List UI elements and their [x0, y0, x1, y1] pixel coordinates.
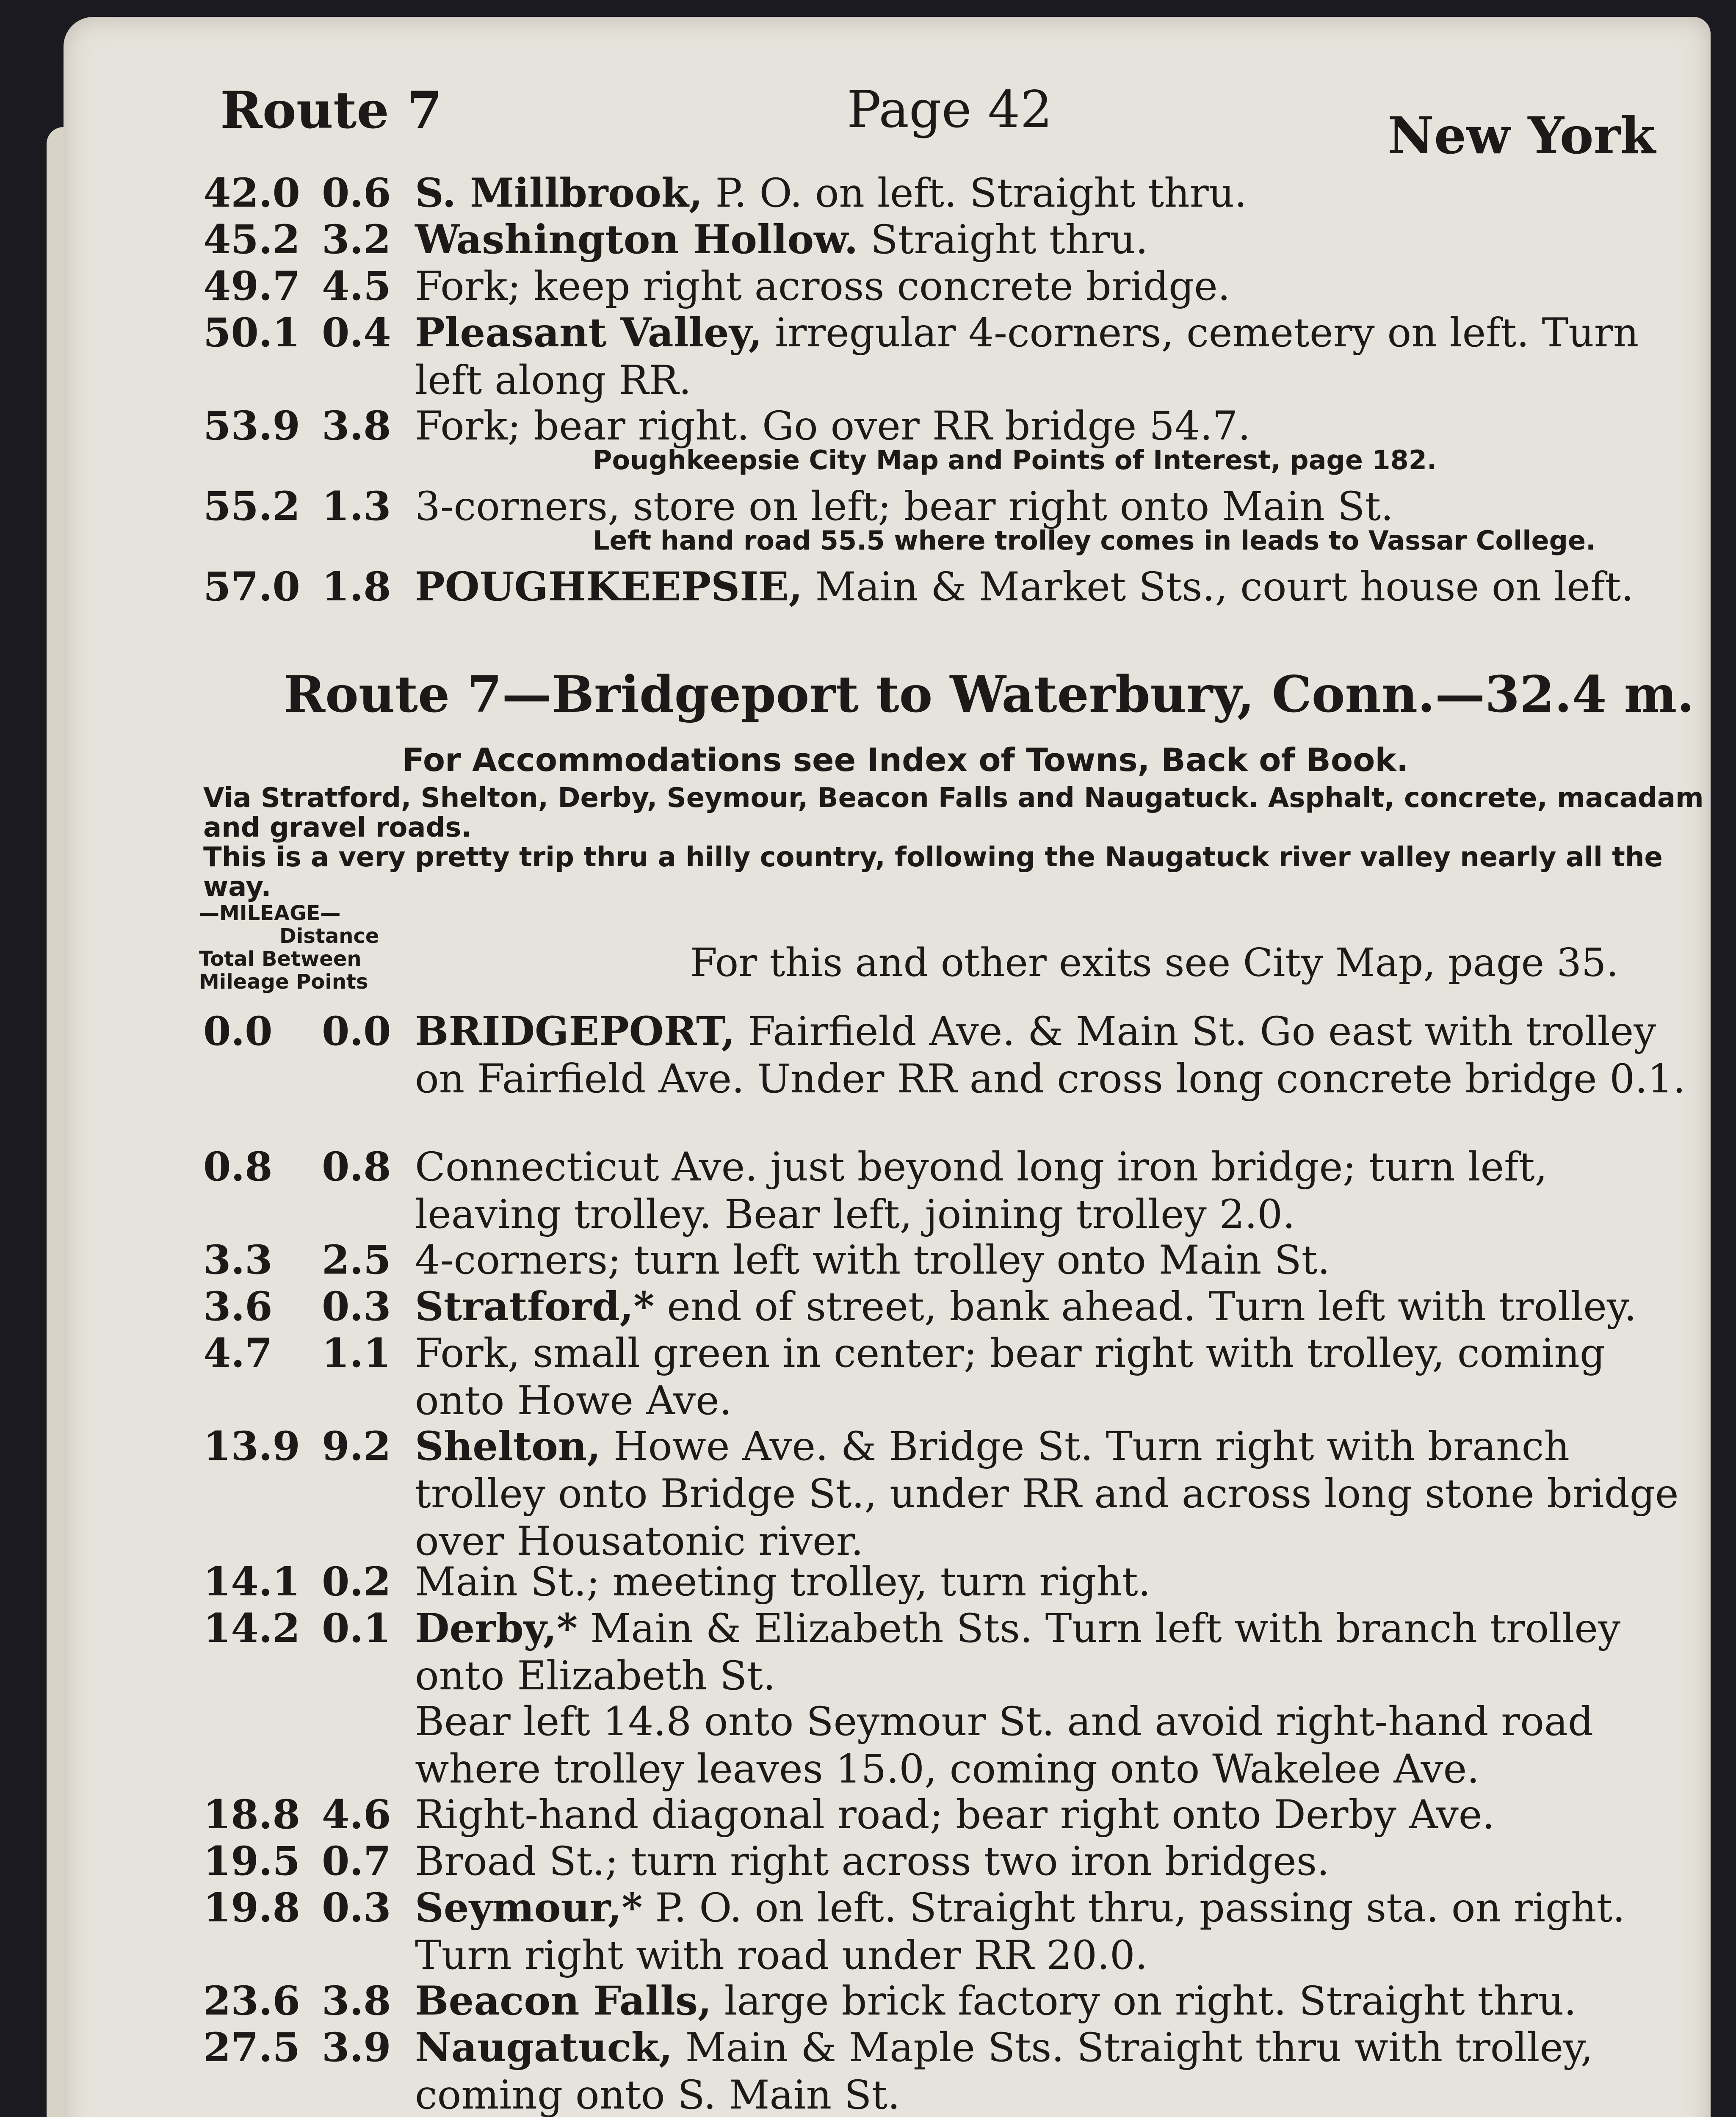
book-page	[64, 17, 1711, 2117]
total-mileage: 13.9	[203, 1423, 300, 1470]
place-name: BRIDGEPORT,	[415, 1008, 735, 1055]
between-mileage: 0.1	[322, 1605, 391, 1652]
direction-text: Fork; keep right across concrete bridge.	[415, 263, 1230, 310]
between-mileage: 1.8	[322, 564, 391, 610]
mileage-header	[199, 902, 379, 993]
direction-text: P. O. on left. Straight thru, passing sta. on right. Turn right with road under RR 20.0.	[415, 1885, 1625, 1979]
total-mileage: 23.6	[203, 1978, 300, 2024]
between-mileage: 1.1	[322, 1330, 391, 1376]
via-towns: Via Stratford, Shelton, Derby, Seymour, Beacon Falls and Naugatuck. Asphalt, concrete, macadam and gravel roads.	[203, 782, 1704, 843]
direction-text: end of street, bank ahead. Turn left with trolley.	[654, 1284, 1637, 1330]
total-mileage: 55.2	[203, 483, 300, 530]
total-mileage: 14.2	[203, 1605, 300, 1652]
total-mileage: 4.7	[203, 1330, 273, 1376]
header-state: New York	[1388, 106, 1656, 166]
total-mileage: 45.2	[203, 216, 300, 263]
total-mileage: 50.1	[203, 310, 300, 356]
direction-text: Main & Market Sts., court house on left.	[802, 564, 1634, 610]
between-mileage: 9.2	[322, 1423, 391, 1470]
mileage-points-label: Mileage Points	[199, 970, 368, 994]
direction-text: 3-corners, store on left; bear right onto Main St.	[415, 484, 1393, 530]
mileage-label: —MILEAGE—	[199, 901, 341, 925]
total-mileage: 49.7	[203, 263, 300, 310]
between-mileage: 3.2	[322, 216, 391, 263]
between-mileage: 0.3	[322, 1283, 391, 1330]
total-mileage: 14.1	[203, 1559, 300, 1605]
between-mileage: 0.4	[322, 310, 391, 356]
between-mileage: 0.2	[322, 1559, 391, 1605]
route-title: Route 7—Bridgeport to Waterbury, Conn.—32.4 m.	[284, 665, 1695, 724]
place-name: Pleasant Valley,	[415, 310, 763, 356]
direction-text: Howe Ave. & Bridge St. Turn right with branch trolley onto Bridge St., under RR and across long stone bridge over Housatonic river.	[415, 1423, 1679, 1564]
header-route: Route 7	[220, 80, 442, 140]
between-mileage: 4.6	[322, 1791, 391, 1838]
between-mileage: 0.7	[322, 1838, 391, 1885]
between-mileage: 1.3	[322, 483, 391, 530]
direction-text: Fork; bear right. Go over RR bridge 54.7.	[415, 403, 1251, 449]
direction-text: Fork, small green in center; bear right with trolley, coming onto Howe Ave.	[415, 1330, 1606, 1424]
between-mileage: 3.8	[322, 1978, 391, 2024]
direction-text: Main St.; meeting trolley, turn right.	[415, 1559, 1151, 1605]
place-name: Naugatuck,	[415, 2024, 673, 2071]
direction-text: Connecticut Ave. just beyond long iron bridge; turn left, leaving trolley. Bear left, joining trolley 2.0.	[415, 1144, 1548, 1238]
direction-text: Right-hand diagonal road; bear right onto Derby Ave.	[415, 1792, 1495, 1838]
between-mileage: 3.9	[322, 2024, 391, 2071]
place-name: POUGHKEEPSIE,	[415, 564, 803, 610]
header-page-number: Page 42	[847, 80, 1053, 139]
between-mileage: 0.8	[322, 1144, 391, 1190]
place-name: Shelton,	[415, 1423, 601, 1470]
place-name: Beacon Falls,	[415, 1978, 712, 2024]
city-map-note: For this and other exits see City Map, page 35.	[690, 940, 1619, 985]
total-mileage: 27.5	[203, 2024, 300, 2071]
total-mileage: 0.0	[203, 1008, 273, 1055]
place-name: Seymour,*	[415, 1885, 643, 1931]
direction-text: Bear left 14.8 onto Seymour St. and avoid right-hand road where trolley leaves 15.0, coming onto Wakelee Ave.	[415, 1699, 1594, 1792]
route-via	[203, 783, 1711, 902]
place-name: Derby,*	[415, 1605, 578, 1652]
direction-text: irregular 4-corners, cemetery on left. Turn left along RR.	[415, 310, 1639, 404]
between-mileage: 0.3	[322, 1885, 391, 1931]
direction-text: Fairfield Ave. & Main St. Go east with trolley on Fairfield Ave. Under RR and cross long concrete bridge 0.1.	[415, 1009, 1686, 1102]
direction-text: Broad St.; turn right across two iron bridges.	[415, 1838, 1330, 1885]
total-mileage: 3.3	[203, 1237, 273, 1283]
place-name: S. Millbrook,	[415, 170, 703, 216]
total-mileage: 18.8	[203, 1791, 300, 1838]
between-mileage: 0.6	[322, 170, 391, 216]
poughkeepsie-map-note: Poughkeepsie City Map and Points of Interest, page 182.	[593, 445, 1437, 475]
total-mileage: 53.9	[203, 403, 300, 449]
total-mileage: 0.8	[203, 1144, 273, 1190]
between-mileage: 3.8	[322, 403, 391, 449]
place-name: Washington Hollow.	[415, 216, 858, 263]
direction-text: P. O. on left. Straight thru.	[702, 170, 1247, 216]
total-mileage: 57.0	[203, 564, 300, 610]
total-mileage: 42.0	[203, 170, 300, 216]
total-mileage: 19.8	[203, 1885, 300, 1931]
total-mileage: 19.5	[203, 1838, 300, 1885]
direction-text: 4-corners; turn left with trolley onto Main St.	[415, 1237, 1330, 1283]
vassar-note: Left hand road 55.5 where trolley comes in leads to Vassar College.	[593, 525, 1596, 556]
route-description: This is a very pretty trip thru a hilly country, following the Naugatuck river valley nearly all the way.	[203, 842, 1663, 903]
total-mileage: 3.6	[203, 1283, 273, 1330]
direction-text: Main & Elizabeth Sts. Turn left with branch trolley onto Elizabeth St.	[415, 1606, 1621, 1699]
direction-text: Main & Maple Sts. Straight thru with trolley, coming onto S. Main St.	[415, 2025, 1593, 2117]
accommodations-note: For Accommodations see Index of Towns, Back of Book.	[402, 741, 1409, 779]
direction-text: Straight thru.	[858, 217, 1148, 263]
between-mileage: 2.5	[322, 1237, 391, 1283]
direction-text: large brick factory on right. Straight thru.	[711, 1978, 1577, 2024]
place-name: Stratford,*	[415, 1283, 655, 1330]
between-mileage: 0.0	[322, 1008, 391, 1055]
total-between-label: Total Between	[199, 947, 362, 971]
between-mileage: 4.5	[322, 263, 391, 310]
distance-label: Distance	[279, 924, 379, 948]
